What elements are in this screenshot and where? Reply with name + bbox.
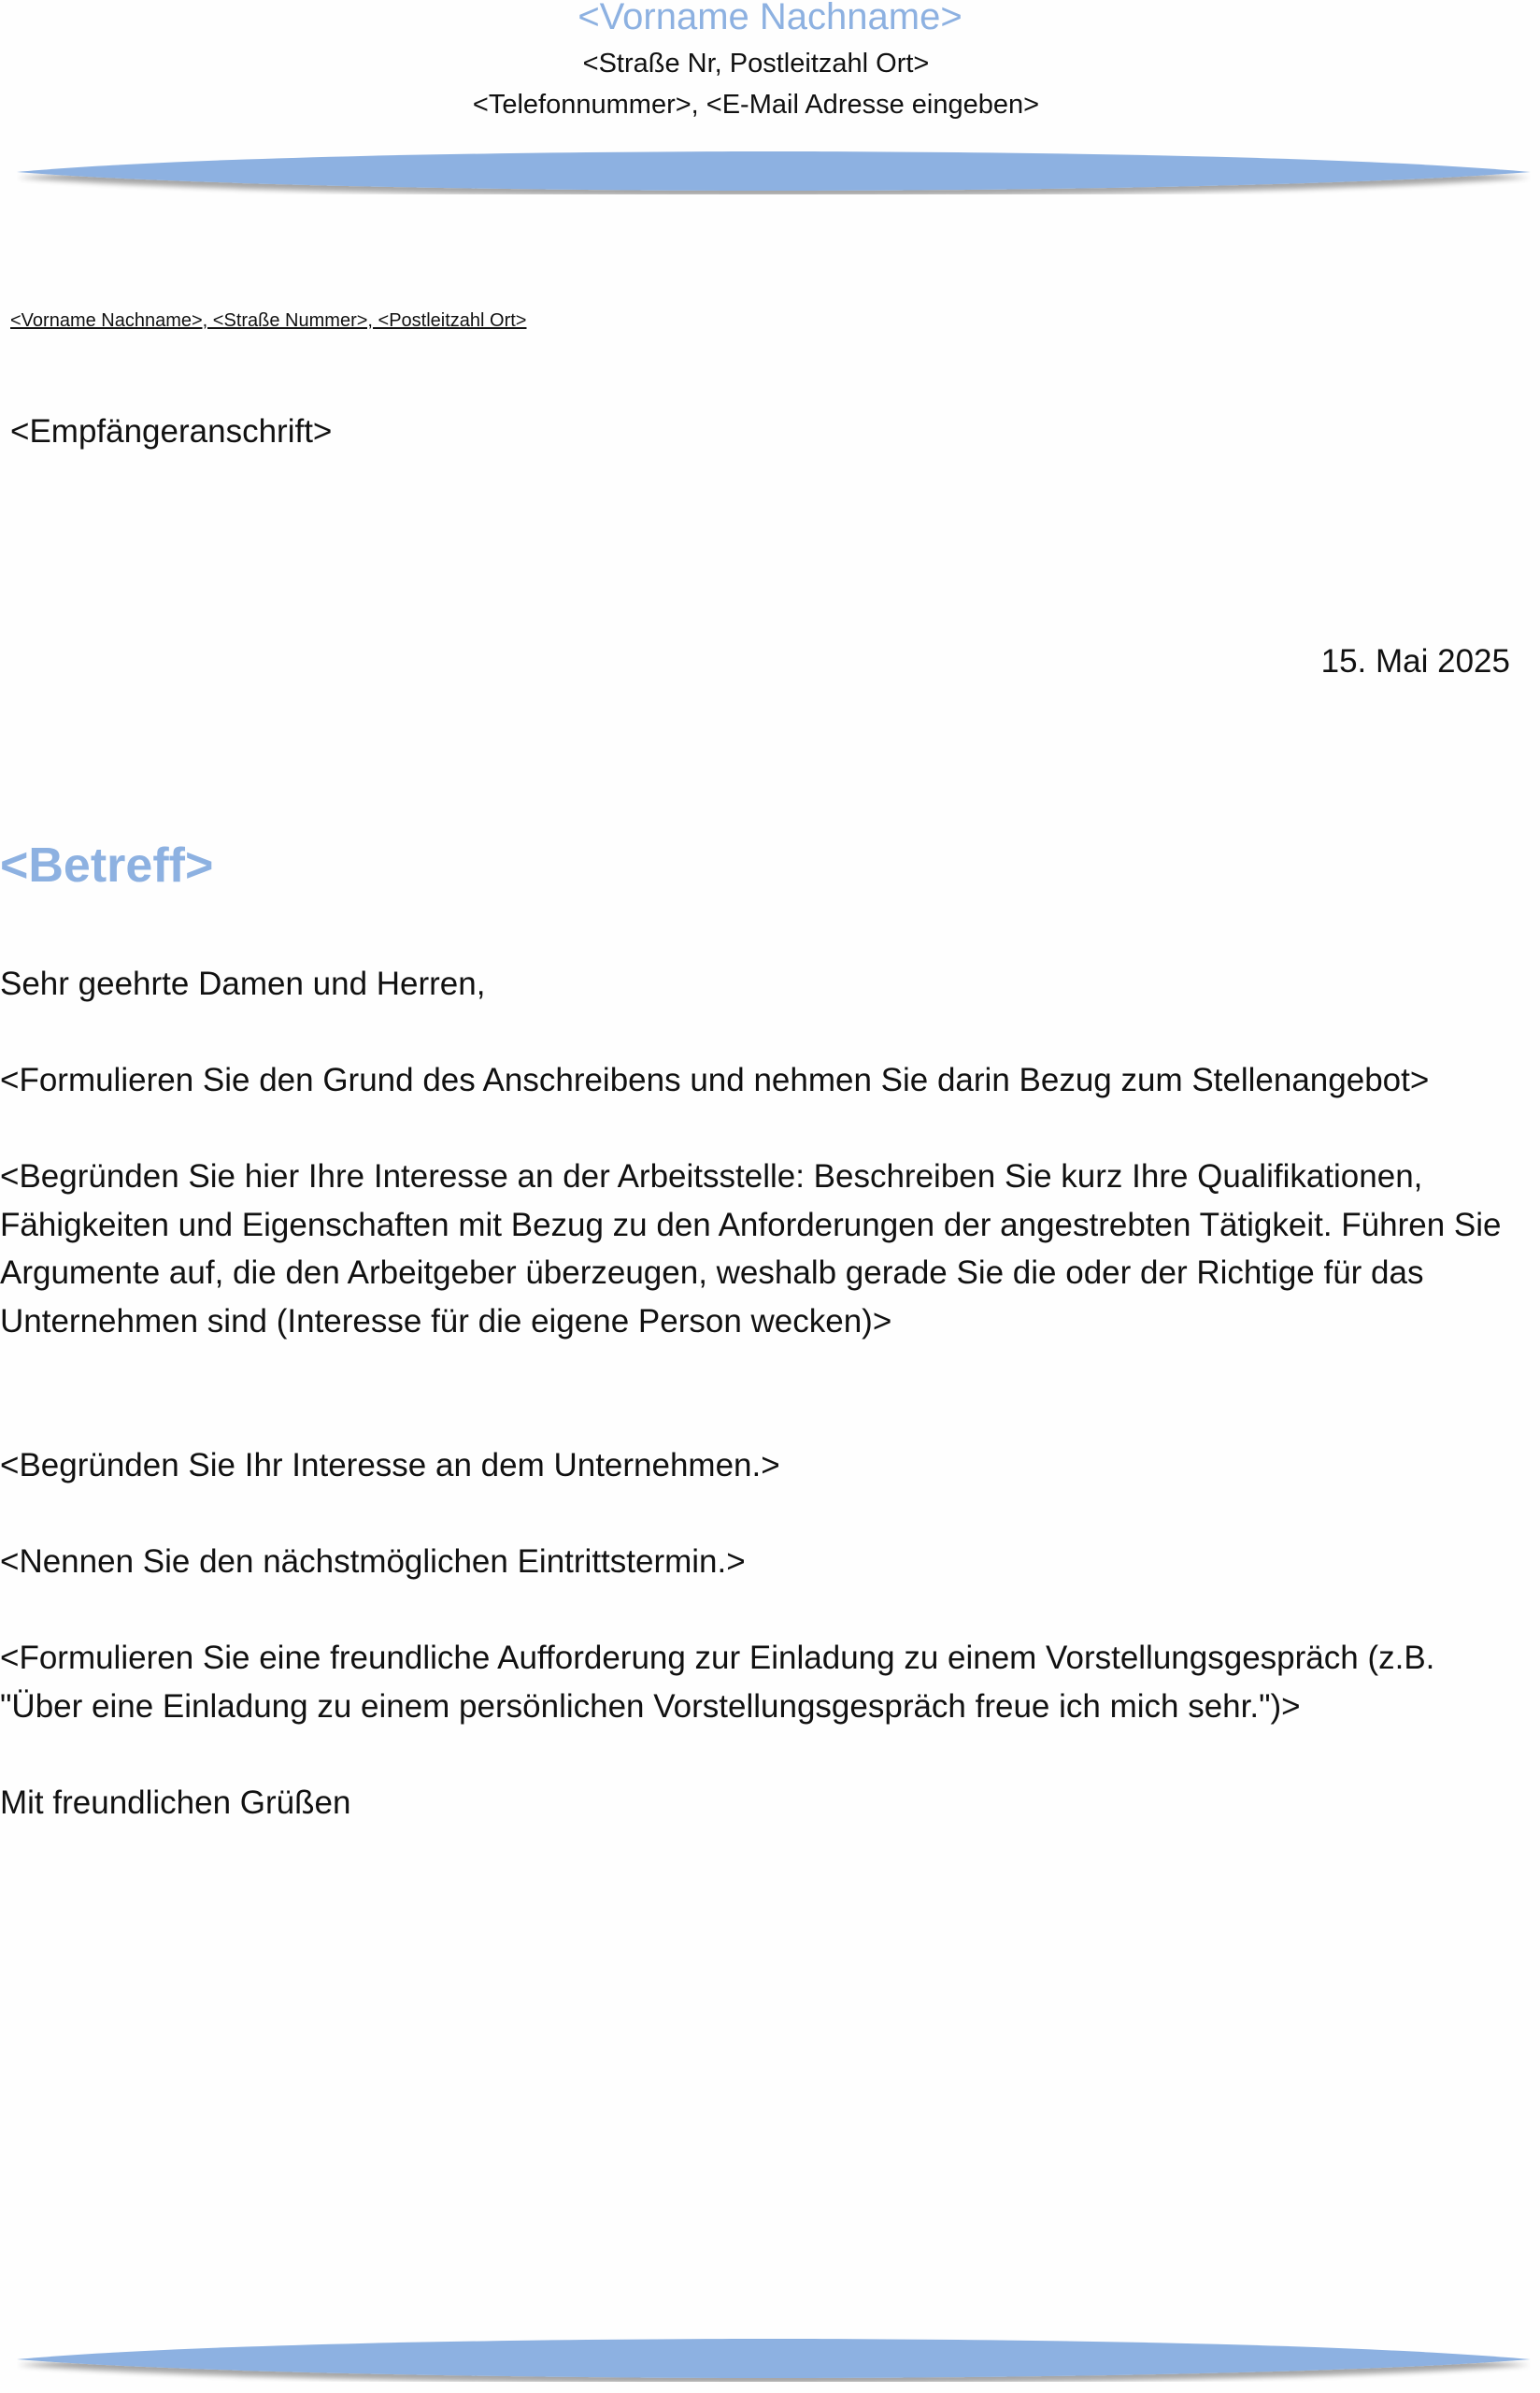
salutation: Sehr geehrte Damen und Herren, [0, 966, 486, 1002]
paragraph-start-date: <Nennen Sie den nächstmöglichen Eintrittstermin.> [0, 1543, 746, 1580]
recipient-address: <Empfängeranschrift> [10, 413, 333, 450]
sender-contact: <Telefonnummer>, <E-Mail Adresse eingeben> [472, 90, 1040, 120]
footer-divider [17, 2337, 1531, 2382]
closing: Mit freundlichen Grüßen [0, 1784, 351, 1821]
letter-date: 15. Mai 2025 [1320, 643, 1510, 680]
header-divider [17, 150, 1531, 194]
paragraph-company-interest: <Begründen Sie Ihr Interesse an dem Unternehmen.> [0, 1447, 780, 1483]
paragraph-qualifications: <Begründen Sie hier Ihre Interesse an der Arbeitsstelle: Beschreiben Sie kurz Ihre Qualifikationen, Fähigkeiten und Eigenschaften mit Bezug zu den Anforderungen der angestrebten Tätigkeit. Führen Sie Argumente auf, die den Arbeitgeber überzeugen, weshalb gerade Sie die oder der Richtige für das Unternehmen sind (Interesse für die eigene Person wecken)> [0, 1158, 1502, 1340]
paragraph-interview-request: <Formulieren Sie eine freundliche Aufforderung zur Einladung zu einem Vorstellungsgespräch (z.B. "Über eine Einladung zu einem persönlichen Vorstellungsgespräch freue ich mich sehr.")> [0, 1640, 1435, 1725]
sender-name: <Vorname Nachname> [578, 0, 962, 37]
sender-street: <Straße Nr, Postleitzahl Ort> [582, 49, 930, 79]
subject-heading: <Betreff> [0, 838, 214, 893]
return-address: <Vorname Nachname>, <Straße Nummer>, <Postleitzahl Ort> [10, 310, 527, 331]
paragraph-reason: <Formulieren Sie den Grund des Anschreibens und nehmen Sie darin Bezug zum Stellenangebot> [0, 1062, 1430, 1098]
